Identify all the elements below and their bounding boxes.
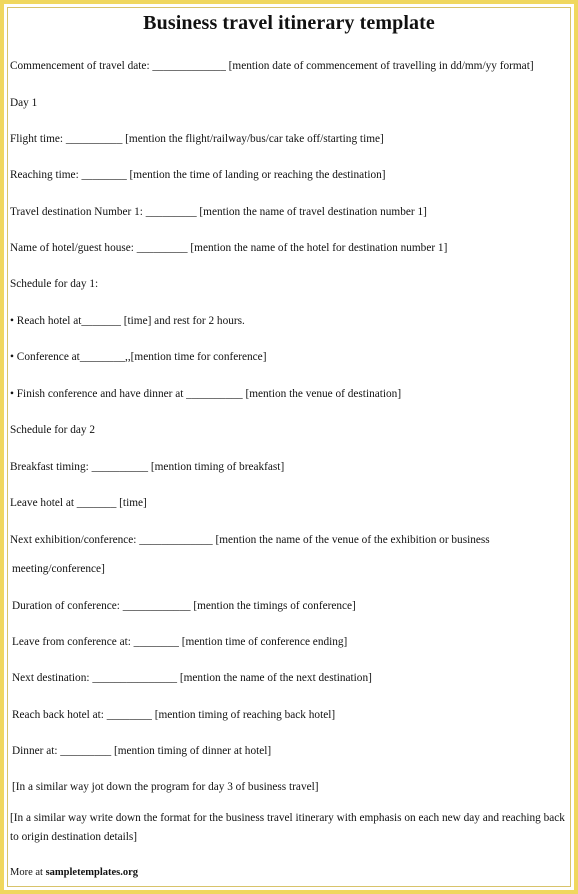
next-exhibition-line: Next exhibition/conference: _____________ [mention the name of the venue of the exhibition or business bbox=[10, 534, 490, 546]
footer-credit bbox=[10, 867, 138, 878]
schedule-day-1-heading: Schedule for day 1: bbox=[10, 278, 99, 290]
hotel-name-line: Name of hotel/guest house: _________ [mention the name of the hotel for destination number 1] bbox=[10, 242, 448, 254]
reach-hotel-bullet: • Reach hotel at_______ [time] and rest for 2 hours. bbox=[10, 315, 245, 327]
flight-time-line: Flight time: __________ [mention the flight/railway/bus/car take off/starting time] bbox=[10, 133, 384, 145]
leave-hotel-line: Leave hotel at _______ [time] bbox=[10, 497, 147, 509]
day-3-note: [In a similar way jot down the program for day 3 of business travel] bbox=[12, 781, 319, 793]
conference-duration-line: Duration of conference: ____________ [mention the timings of conference] bbox=[12, 600, 356, 612]
reach-back-hotel-line: Reach back hotel at: ________ [mention timing of reaching back hotel] bbox=[12, 709, 336, 721]
schedule-day-2-heading: Schedule for day 2 bbox=[10, 424, 96, 436]
day-1-heading: Day 1 bbox=[10, 97, 38, 109]
finish-conference-bullet: • Finish conference and have dinner at __________ [mention the venue of destination] bbox=[10, 388, 402, 400]
conference-bullet: • Conference at________,,[mention time for conference] bbox=[10, 351, 267, 363]
reaching-time-line: Reaching time: ________ [mention the time of landing or reaching the destination] bbox=[10, 169, 386, 181]
itinerary-format-note: [In a similar way write down the format for the business travel itinerary with emphasis on each new day and reaching back to origin destination details] bbox=[10, 812, 565, 843]
next-exhibition-line-continued: meeting/conference] bbox=[12, 563, 105, 575]
breakfast-timing-line: Breakfast timing: __________ [mention timing of breakfast] bbox=[10, 461, 285, 473]
travel-destination-line: Travel destination Number 1: _________ [mention the name of travel destination number 1] bbox=[10, 206, 427, 218]
footer-site-link[interactable]: sampletemplates.org bbox=[45, 867, 139, 878]
next-destination-line: Next destination: _______________ [mention the name of the next destination] bbox=[12, 672, 372, 684]
dinner-line: Dinner at: _________ [mention timing of dinner at hotel] bbox=[12, 745, 272, 757]
commencement-date-line: Commencement of travel date: _____________ [mention date of commencement of travelling in dd/mm/yy format] bbox=[10, 60, 534, 72]
footer-prefix: More at bbox=[10, 867, 46, 878]
leave-conference-line: Leave from conference at: ________ [mention time of conference ending] bbox=[12, 636, 348, 648]
document-title: Business travel itinerary template bbox=[143, 12, 435, 34]
